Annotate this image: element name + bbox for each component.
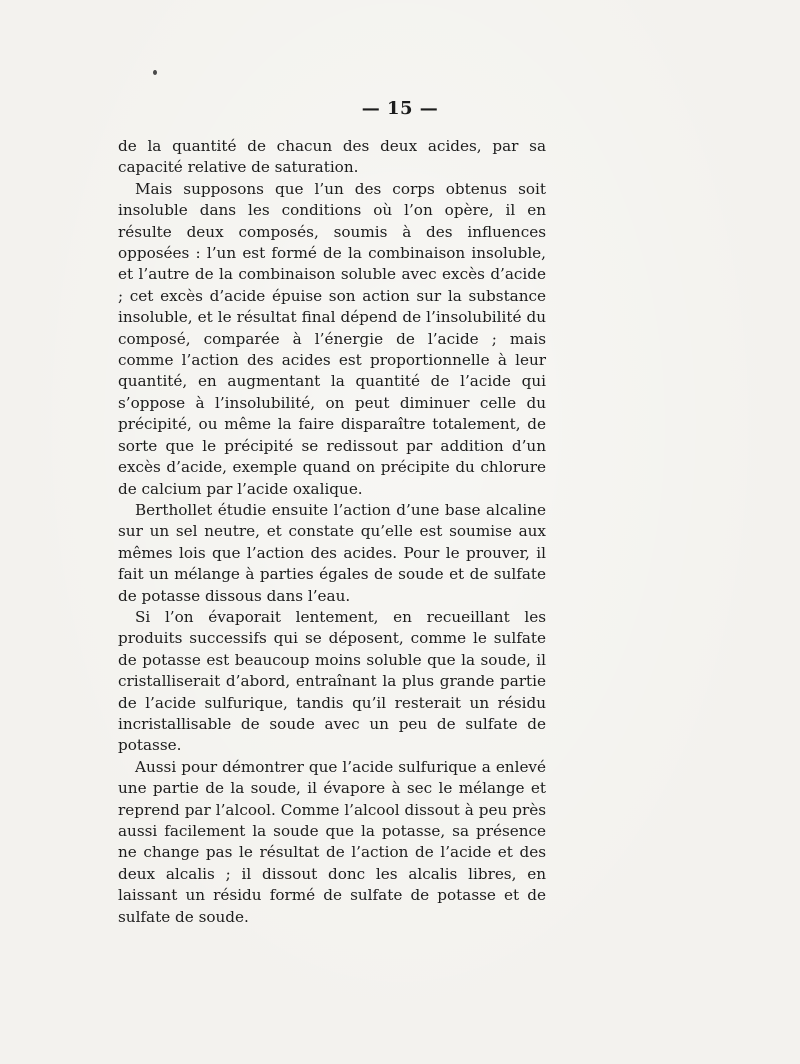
paragraph-2: Mais supposons que l’un des corps obtenus soit insoluble dans les conditions où l’on opère, il en résulte deux composés, soumis à des influences opposées : l’un est formé de la combinaison insoluble, et l’autre de la combinaison soluble avec excès d’acide ; cet excès d’acide épuise son action sur la substance insoluble, et le résultat final dépend de l’insolubilité du composé, comparée à l’énergie de l’acide ; mais comme l’action des acides est proportionnelle à leur quantité, en augmentant la quantité de l’acide qui s’oppose à l’insolubilité, on peut diminuer celle du précipité, ou même la faire disparaître totalement, de sorte que le précipité se redissout par addition d’un excès d’acide, exemple quand on précipite du chlorure de calcium par l’acide oxalique.: [118, 179, 546, 498]
paragraph-3: Berthollet étudie ensuite l’action d’une base alcaline sur un sel neutre, et constate qu’elle est soumise aux mêmes lois que l’action des acides. Pour le prouver, il fait un mélange à parties égales de soude et de sulfate de potasse dissous dans l’eau.: [118, 500, 546, 605]
paragraph-5: Aussi pour démontrer que l’acide sulfurique a enlevé une partie de la soude, il évapore à sec le mélange et reprend par l’alcool. Comme l’alcool dissout à peu près aussi facilement la soude que la potasse, sa présence ne change pas le résultat de l’action de l’acide et des deux alcalis ; il dissout donc les alcalis libres, en laissant un résidu formé de sulfate de potasse et de sulfate de soude.: [118, 757, 546, 926]
body-text: [118, 136, 546, 928]
paragraph-1: de la quantité de chacun des deux acides, par sa capacité relative de saturation.: [118, 137, 546, 177]
paragraph-4: Si l’on évaporait lentement, en recueillant les produits successifs qui se déposent, comme le sulfate de potasse est beaucoup moins soluble que la soude, il cristalliserait d’abord, entraînant la plus grande partie de l’acide sulfurique, tandis qu’il resterait un résidu incristallisable de soude avec un peu de sulfate de potasse.: [118, 607, 546, 755]
ink-speck: [153, 70, 157, 75]
page-number: — 15 —: [361, 98, 439, 119]
